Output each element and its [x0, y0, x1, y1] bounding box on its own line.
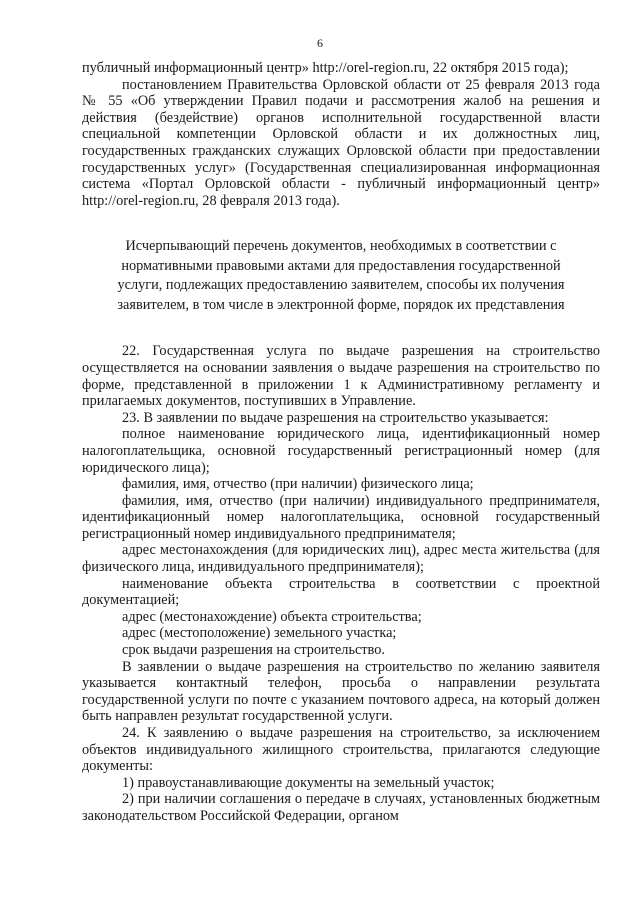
- page-number: 6: [317, 36, 323, 50]
- paragraph: фамилия, имя, отчество (при наличии) физического лица;: [122, 476, 474, 493]
- paragraph: адрес местонахождения (для юридических лиц), адрес места жительства (для физического лица, индивидуального предпринимателя);: [82, 542, 600, 576]
- paragraph: адрес (местоположение) земельного участка;: [122, 625, 397, 642]
- paragraph: наименование объекта строительства в соответствии с проектной документацией;: [82, 575, 600, 609]
- paragraph: 2) при наличии соглашения о передаче в случаях, установленных бюджетным законодательством Российской Федерации, органом: [82, 791, 600, 824]
- paragraph: срок выдачи разрешения на строительство.: [122, 642, 385, 659]
- paragraph: 1) правоустанавливающие документы на земельный участок;: [122, 774, 495, 791]
- paragraph: фамилия, имя, отчество (при наличии) индивидуального предпринимателя, идентификационный номер налогоплательщика, основной государственный регистрационный номер индивидуального предпринимателя;: [82, 492, 600, 542]
- paragraph: публичный информационный центр» http://orel-region.ru, 22 октября 2015 года);: [82, 60, 569, 76]
- paragraph: 23. В заявлении по выдаче разрешения на строительство указывается:: [122, 409, 549, 426]
- paragraph: В заявлении о выдаче разрешения на строительство по желанию заявителя указывается контактный телефон, просьба о направлении результата государственной услуги по почте с указанием почтового адреса, на который должен быть направлен результат государственной услуги.: [82, 658, 600, 725]
- paragraph: постановлением Правительства Орловской области от 25 февраля 2013 года № 55 «Об утверждении Правил подачи и рассмотрения жалоб на решения и действия (бездействие) органов исполнительной государственной власти специальной компетенции Орловской области и их должностных лиц, государственных гражданских служащих Орловской области при предоставлении государственных услуг» (Государственная специализированная информационная система «Портал Орловской области - публичный информационный центр» http://orel-region.ru, 28 февраля 2013 года).: [82, 76, 600, 209]
- paragraph: 24. К заявлению о выдаче разрешения на строительство, за исключением объектов индивидуального жилищного строительства, прилагаются следующие документы:: [82, 725, 600, 775]
- paragraph: адрес (местонахождение) объекта строительства;: [122, 608, 422, 625]
- paragraph: полное наименование юридического лица, идентификационный номер налогоплательщика, основной государственный регистрационный номер (для юридического лица);: [82, 426, 600, 476]
- section-heading: Исчерпывающий перечень документов, необходимых в соответствии с нормативными правовыми актами для предоставления государственной услуги, подлежащих предоставлению заявителем, способы их получения заявителем, в том числе в электронной форме, порядок их представления: [117, 238, 565, 313]
- paragraph: 22. Государственная услуга по выдаче разрешения на строительство осуществляется на основании заявления о выдаче разрешения на строительство по форме, представленной в приложении 1 к Административному регламенту и прилагаемых документов, поступивших в Управление.: [82, 343, 600, 410]
- document-body: [82, 60, 600, 825]
